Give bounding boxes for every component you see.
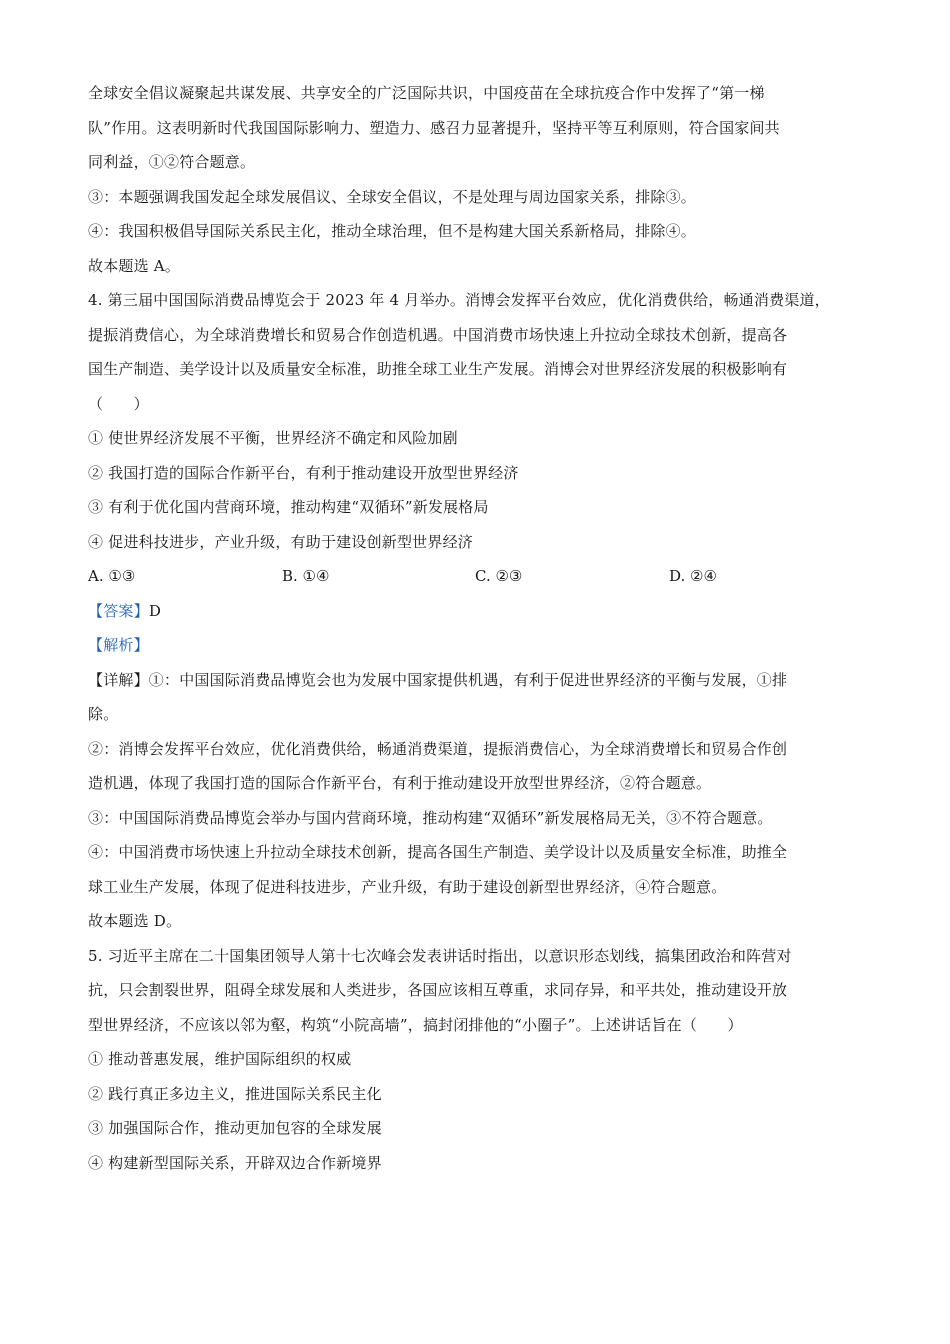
question-stem-line: 4. 第三届中国国际消费品博览会于 2023 年 4 月举办。消博会发挥平台效应，优化消费供给，畅通消费渠道，	[88, 291, 830, 309]
question-4	[88, 283, 870, 939]
answer-tag: 【答案】	[88, 601, 149, 620]
detail-line: 造机遇，体现了我国打造的国际合作新平台，有利于推动建设开放型世界经济，②符合题意。	[88, 774, 712, 792]
option-a: A. ①③	[88, 567, 136, 585]
answer-value: D	[148, 601, 162, 620]
conclusion-line: 故本题选 D。	[88, 912, 182, 930]
statement-item: ① 使世界经济发展不平衡，世界经济不确定和风险加剧	[88, 429, 458, 447]
detail-line: ②：消博会发挥平台效应，优化消费供给，畅通消费渠道，提振消费信心，为全球消费增长和贸易合作创	[88, 739, 788, 758]
text-line: ③：本题强调我国发起全球发展倡议、全球安全倡议，不是处理与周边国家关系，排除③。	[88, 187, 697, 206]
statement-item: ① 推动普惠发展，维护国际组织的权威	[88, 1050, 352, 1068]
conclusion-line: 故本题选 A。	[88, 256, 181, 275]
detail-line: 球工业生产发展，体现了促进科技进步，产业升级，有助于建设创新型世界经济，④符合题意。	[88, 877, 727, 896]
statement-item: ④ 促进科技进步，产业升级，有助于建设创新型世界经济	[88, 532, 473, 551]
question-5	[88, 939, 870, 1181]
analysis-tag: 【解析】	[88, 636, 149, 654]
detail-line: 【详解】①：中国国际消费品博览会也为发展中国家提供机遇，有利于促进世界经济的平衡与发展，①排	[88, 670, 788, 689]
question-stem-line: 抗，只会割裂世界，阻碍全球发展和人类进步，各国应该相互尊重，求同存异，和平共处，推动建设开放	[88, 981, 788, 999]
previous-explanation	[88, 76, 870, 283]
text-line: 全球安全倡议凝聚起共谋发展、共享安全的广泛国际共识，中国疫苗在全球抗疫合作中发挥了“第一梯	[88, 84, 765, 102]
question-stem-line: 5. 习近平主席在二十国集团领导人第十七次峰会发表讲话时指出，以意识形态划线，搞集团政治和阵营对	[88, 946, 792, 965]
analysis-line	[88, 628, 870, 663]
detail-line: 除。	[88, 705, 119, 723]
option-c: C. ②③	[475, 567, 523, 585]
question-stem-line: 提振消费信心，为全球消费增长和贸易合作创造机遇。中国消费市场快速上升拉动全球技术创新，提高各	[88, 325, 788, 344]
text-line: 队”作用。这表明新时代我国国际影响力、塑造力、感召力显著提升，坚持平等互利原则，符合国家间共	[88, 118, 780, 137]
question-blank: （ ）	[88, 394, 149, 413]
answer-line	[88, 594, 870, 629]
detail-line: ④：中国消费市场快速上升拉动全球技术创新，提高各国生产制造、美学设计以及质量安全标准，助推全	[88, 843, 788, 861]
option-b: B. ①④	[282, 567, 330, 585]
text-line: ④：我国积极倡导国际关系民主化，推动全球治理，但不是构建大国关系新格局，排除④。	[88, 222, 697, 240]
question-stem-line: 型世界经济，不应该以邻为壑，构筑“小院高墙”，搞封闭排他的“小圈子”。上述讲话旨在（ ）	[88, 1015, 743, 1034]
statement-item: ③ 有利于优化国内营商环境，推动构建“双循环”新发展格局	[88, 498, 489, 516]
option-d: D. ②④	[669, 567, 717, 585]
document-page	[88, 76, 870, 1180]
statement-item: ② 践行真正多边主义，推进国际关系民主化	[88, 1084, 382, 1103]
statement-item: ③ 加强国际合作，推动更加包容的全球发展	[88, 1119, 382, 1137]
statement-item: ② 我国打造的国际合作新平台，有利于推动建设开放型世界经济	[88, 463, 519, 482]
statement-item: ④ 构建新型国际关系，开辟双边合作新境界	[88, 1153, 382, 1172]
question-stem-line: 国生产制造、美学设计以及质量安全标准，助推全球工业生产发展。消博会对世界经济发展的积极影响有	[88, 360, 788, 378]
detail-line: ③：中国国际消费品博览会举办与国内营商环境，推动构建“双循环”新发展格局无关，③不符合题意。	[88, 808, 773, 827]
text-line: 同利益，①②符合题意。	[88, 153, 256, 171]
answer-options	[88, 559, 870, 594]
